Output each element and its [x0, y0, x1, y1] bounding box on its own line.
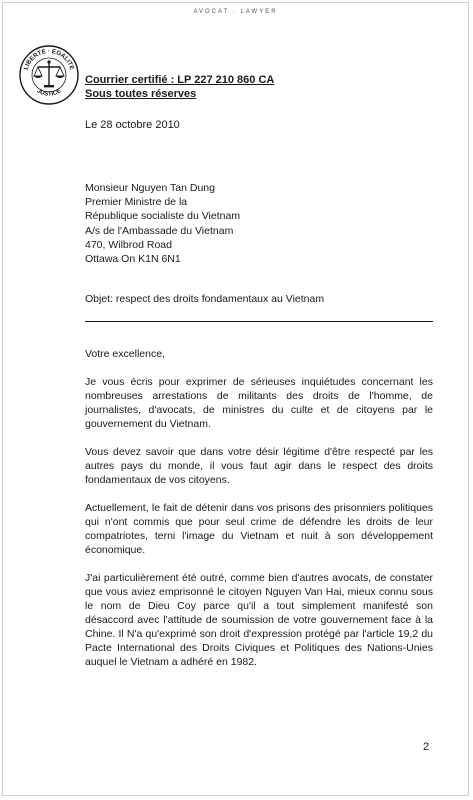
letter-page — [2, 2, 469, 796]
letter-heading — [85, 73, 274, 101]
address-line: A/s de l'Ambassade du Vietnam — [85, 224, 234, 237]
svg-text:JUSTICE: JUSTICE — [35, 87, 63, 98]
address-line: Monsieur Nguyen Tan Dung — [85, 182, 215, 194]
justice-seal-logo — [17, 43, 81, 107]
letter-date: Le 28 octobre 2010 — [85, 119, 180, 131]
page-number: 2 — [423, 741, 430, 753]
recipient-address — [85, 181, 240, 266]
svg-text:LIBERTE · EGALITE: LIBERTE · EGALITE — [22, 47, 76, 71]
letterhead-text: AVOCAT · LAWYER — [193, 9, 278, 15]
address-line: 470, Wilbrod Road — [85, 238, 172, 251]
address-line: Ottawa On K1N 6N1 — [85, 253, 181, 266]
body-paragraph: J'ai particulièrement été outré, comme bien d'autres avocats, de constater que vous aviez emprisonné le citoyen Nguyen Van Hai, mieux connu sous le nom de Dieu Coy parce qu'il a tout simplement manifesté son désaccord avec l'attitude de soumission de votre gouvernement face à la Chine. Il N'a qu'exprimé son droit d'expression protégé par l'article 19,2 du Pacte International des Droits Civiques et Politiques des Nations-Unies auquel le Vietnam a adhéré en 1982. — [85, 572, 433, 668]
reservation-line: Sous toutes réserves — [85, 88, 197, 100]
letter-body — [85, 347, 433, 683]
address-line: République socialiste du Vietnam — [85, 210, 241, 223]
subject-divider — [85, 321, 433, 322]
certified-mail-line: Courrier certifié : LP 227 210 860 CA — [85, 74, 275, 86]
address-line: Premier Ministre de la — [85, 196, 188, 209]
body-paragraph: Vous devez savoir que dans votre désir légitime d'être respecté par les autres pays du monde, il vous faut agir dans le respect des droits fondamentaux de vos citoyens. — [85, 446, 433, 486]
letter-subject: Objet: respect des droits fondamentaux au Vietnam — [85, 293, 325, 305]
body-paragraph: Actuellement, le fait de détenir dans vos prisons des prisonniers politiques qui n'ont commis que pour seul crime de défendre les droits de leur compatriotes, terni l'image du Vietnam et nuit à son développement économique. — [85, 502, 433, 556]
salutation: Votre excellence, — [85, 348, 165, 360]
body-paragraph: Je vous écris pour exprimer de sérieuses inquiétudes concernant les nombreuses arrestations de militants des droits de l'homme, de journalistes, d'avocats, de ministres du culte et de citoyens par le gouvernement du Vietnam. — [85, 376, 433, 430]
